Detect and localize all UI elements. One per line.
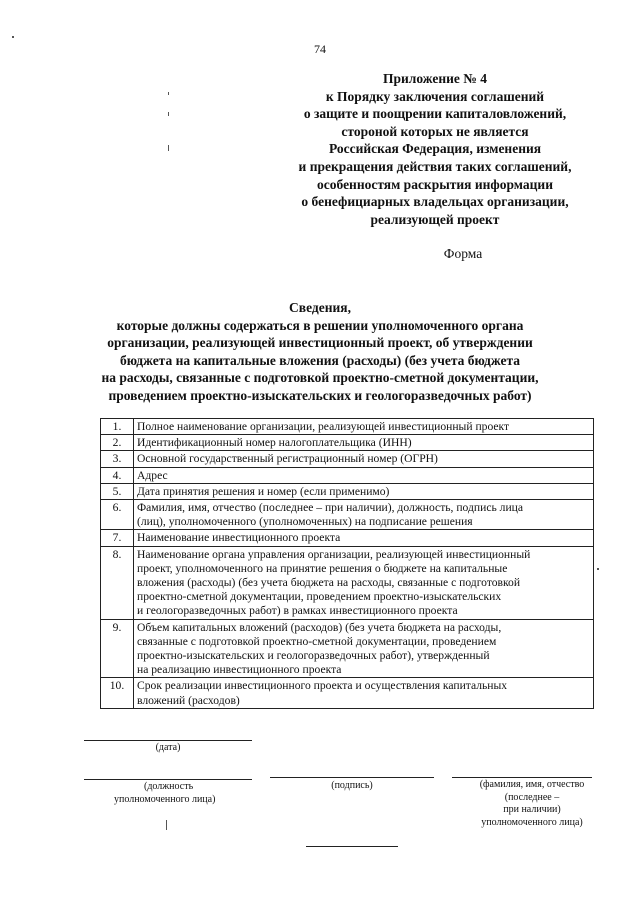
- row-number: 5.: [101, 483, 134, 499]
- signature-line: [270, 777, 434, 778]
- row-text-line: Адрес: [137, 468, 168, 482]
- row-text: [134, 467, 594, 483]
- scan-mark: [12, 36, 14, 38]
- row-number: 3.: [101, 451, 134, 467]
- row-text-line: и геологоразведочных работ) в рамках инвестиционного проекта: [137, 604, 458, 618]
- row-number: 7.: [101, 530, 134, 546]
- row-text-line: Основной государственный регистрационный номер (ОГРН): [137, 452, 438, 466]
- table-row: [101, 546, 594, 619]
- row-text-line: на реализацию инвестиционного проекта: [137, 663, 342, 677]
- heading-line: проведением проектно-изыскательских и геологоразведочных работ): [108, 387, 532, 403]
- date-line: [84, 740, 252, 741]
- row-text-line: связанные с подготовкой проектно-сметной документации, проведением: [137, 634, 497, 648]
- appendix-block: [270, 70, 600, 228]
- heading-line: на расходы, связанные с подготовкой проектно-сметной документации,: [101, 370, 539, 386]
- row-text-line: вложений (расходов): [137, 693, 240, 707]
- appendix-line: к Порядку заключения соглашений: [325, 88, 545, 104]
- position-caption-line: (должность: [144, 781, 194, 792]
- appendix-line: Приложение № 4: [383, 71, 487, 86]
- row-text-line: Дата принятия решения и номер (если применимо): [137, 484, 390, 498]
- table-row: [101, 530, 594, 546]
- position-line: [84, 779, 252, 780]
- table-row: [101, 467, 594, 483]
- scan-mark: [166, 820, 167, 830]
- row-text-line: проектно-изыскательских и геологоразведочных работ), утвержденный: [137, 649, 490, 663]
- row-number: 8.: [101, 546, 134, 619]
- row-text: [134, 678, 594, 708]
- full-name-caption-line: (последнее –: [504, 791, 560, 803]
- row-number: 1.: [101, 419, 134, 435]
- row-number: 4.: [101, 467, 134, 483]
- row-text-line: Полное наименование организации, реализующей инвестиционный проект: [137, 420, 510, 433]
- appendix-line: реализующей проект: [370, 211, 500, 227]
- row-text: [134, 500, 594, 530]
- row-number: 10.: [101, 678, 134, 708]
- document-heading: [80, 299, 560, 405]
- appendix-line: и прекращения действия таких соглашений,: [298, 158, 572, 174]
- row-text-line: проект, уполномоченного на принятие решения о бюджете на капитальные: [137, 561, 508, 575]
- full-name-caption-line: (фамилия, имя, отчество: [479, 779, 585, 790]
- full-name-caption-line: при наличии): [503, 804, 561, 815]
- table-row: [101, 435, 594, 451]
- scan-mark: [168, 92, 169, 95]
- table-row: [101, 451, 594, 467]
- row-number: 9.: [101, 619, 134, 678]
- row-text-line: Фамилия, имя, отчество (последнее – при наличии), должность, подпись лица: [137, 501, 523, 515]
- table-row: [101, 619, 594, 678]
- row-text-line: проектно-сметной документации, проведением проектно-изыскательских: [137, 590, 502, 604]
- row-text-line: (лиц), уполномоченного (уполномоченных) на подписание решения: [137, 515, 473, 529]
- heading-line: организации, реализующей инвестиционный проект, об утверждении: [107, 335, 533, 351]
- date-caption: (дата): [155, 742, 181, 753]
- appendix-line: особенностям раскрытия информации: [317, 176, 553, 192]
- full-name-caption: [452, 779, 612, 829]
- row-number: 2.: [101, 435, 134, 451]
- table-row: [101, 500, 594, 530]
- scan-mark: [168, 112, 169, 116]
- row-text: [134, 483, 594, 499]
- row-text: [134, 435, 594, 451]
- page-number: 74: [314, 42, 326, 56]
- row-text-line: Срок реализации инвестиционного проекта и осуществления капитальных: [137, 679, 508, 693]
- row-text-line: Идентификационный номер налогоплательщика (ИНН): [137, 436, 412, 450]
- scan-mark: [597, 568, 599, 570]
- signature-caption: (подпись): [331, 780, 373, 791]
- row-text: [134, 419, 594, 435]
- appendix-line: о защите и поощрении капиталовложений,: [303, 106, 567, 122]
- heading-line: которые должны содержаться в решении уполномоченного органа: [116, 317, 524, 333]
- row-text: [134, 619, 594, 678]
- position-caption-line: уполномоченного лица): [114, 793, 216, 805]
- full-name-caption-line: уполномоченного лица): [481, 816, 583, 828]
- form-label: Форма: [443, 246, 483, 261]
- row-text: [134, 546, 594, 619]
- row-text-line: Наименование органа управления организации, реализующей инвестиционный: [137, 547, 531, 561]
- row-number: 6.: [101, 500, 134, 530]
- appendix-line: о бенефициарных владельцах организации,: [301, 194, 569, 210]
- row-text-line: Наименование инвестиционного проекта: [137, 531, 341, 545]
- appendix-line: стороной которых не является: [341, 123, 529, 139]
- table-row: [101, 483, 594, 499]
- table-row: [101, 678, 594, 708]
- row-text-line: Объем капитальных вложений (расходов) (без учета бюджета на расходы,: [137, 620, 502, 634]
- bottom-line: [306, 846, 398, 847]
- heading-line: Сведения,: [289, 300, 351, 315]
- row-text: [134, 530, 594, 546]
- row-text: [134, 451, 594, 467]
- information-table: [100, 418, 594, 709]
- heading-line: бюджета на капитальные вложения (расходы) (без учета бюджета: [119, 352, 521, 368]
- scan-mark: [168, 145, 169, 151]
- full-name-line: [452, 777, 592, 778]
- table-row: [101, 419, 594, 435]
- row-text-line: вложения (расходы) (без учета бюджета на расходы, связанные с подготовкой: [137, 576, 521, 590]
- position-caption: [84, 781, 284, 806]
- appendix-line: Российская Федерация, изменения: [328, 141, 542, 157]
